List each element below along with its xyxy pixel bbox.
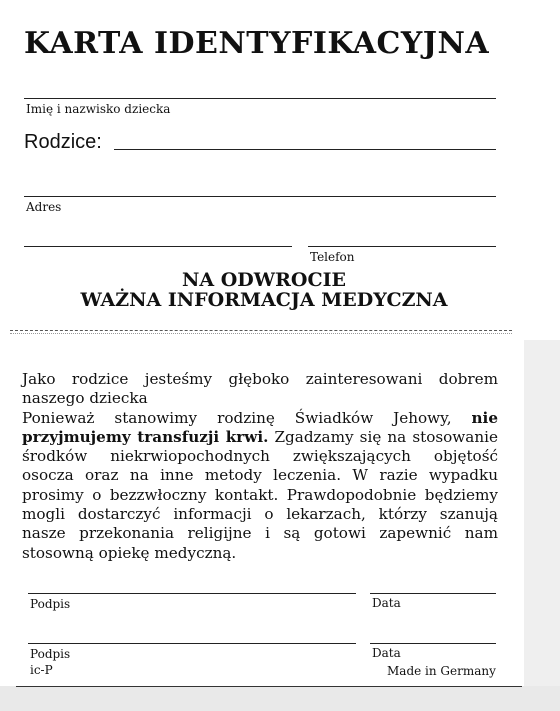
statement-text-start: Ponieważ stanowimy rodzinę Świadków Jehowy, [22, 408, 472, 427]
signature-label-2: Podpis [30, 647, 71, 661]
form-code: ic-P [30, 663, 53, 677]
medical-statement [22, 370, 498, 563]
card-title: KARTA IDENTYFIKACYJNA [24, 26, 490, 61]
phone-label: Telefon [310, 250, 355, 264]
parents-line-1[interactable] [114, 149, 496, 150]
address-label: Adres [26, 200, 62, 214]
statement-text-end: Zgadzamy się na stosowanie środków niekrwiopochodnych zwiększających objętość osocza oraz na inne metody leczenia. W razie wypadku prosimy o bezzwłoczny kontakt. Prawdopodobnie będziemy mogli dostarczyć informacji o lekarzach, którzy szanują nasze przekonania religijne i są gotowi zapewnić nam stosowną opiekę medyczną. [22, 427, 498, 562]
parents-label: Rodzice: [24, 131, 102, 153]
phone-line[interactable] [308, 246, 496, 247]
medical-heading-line1: NA ODWROCIE [182, 269, 346, 291]
medical-heading-line2: WAŻNA INFORMACJA MEDYCZNA [80, 289, 448, 311]
date-label-2: Data [372, 646, 401, 660]
date-label-1: Data [372, 596, 401, 610]
statement-paragraph-2 [22, 409, 498, 563]
parents-line-2[interactable] [24, 196, 496, 197]
signature-line-2[interactable] [28, 643, 356, 644]
date-line-1[interactable] [370, 593, 496, 594]
fold-line-shadow [10, 333, 512, 334]
statement-bold-refusal: nie przyjmujemy transfuzji krwi. [22, 408, 498, 446]
child-name-line[interactable] [24, 98, 496, 99]
paper-edge-shadow [524, 340, 560, 711]
paper-bottom-edge [0, 686, 560, 711]
made-in-label: Made in Germany [387, 664, 496, 678]
address-line[interactable] [24, 246, 292, 247]
bottom-border [16, 686, 522, 687]
child-name-label: Imię i nazwisko dziecka [26, 102, 171, 116]
signature-line-1[interactable] [28, 593, 356, 594]
fold-line [10, 330, 512, 331]
statement-paragraph-1: Jako rodzice jesteśmy głęboko zainteresowani dobrem naszego dziecka [22, 370, 498, 408]
date-line-2[interactable] [370, 643, 496, 644]
signature-label-1: Podpis [30, 597, 71, 611]
